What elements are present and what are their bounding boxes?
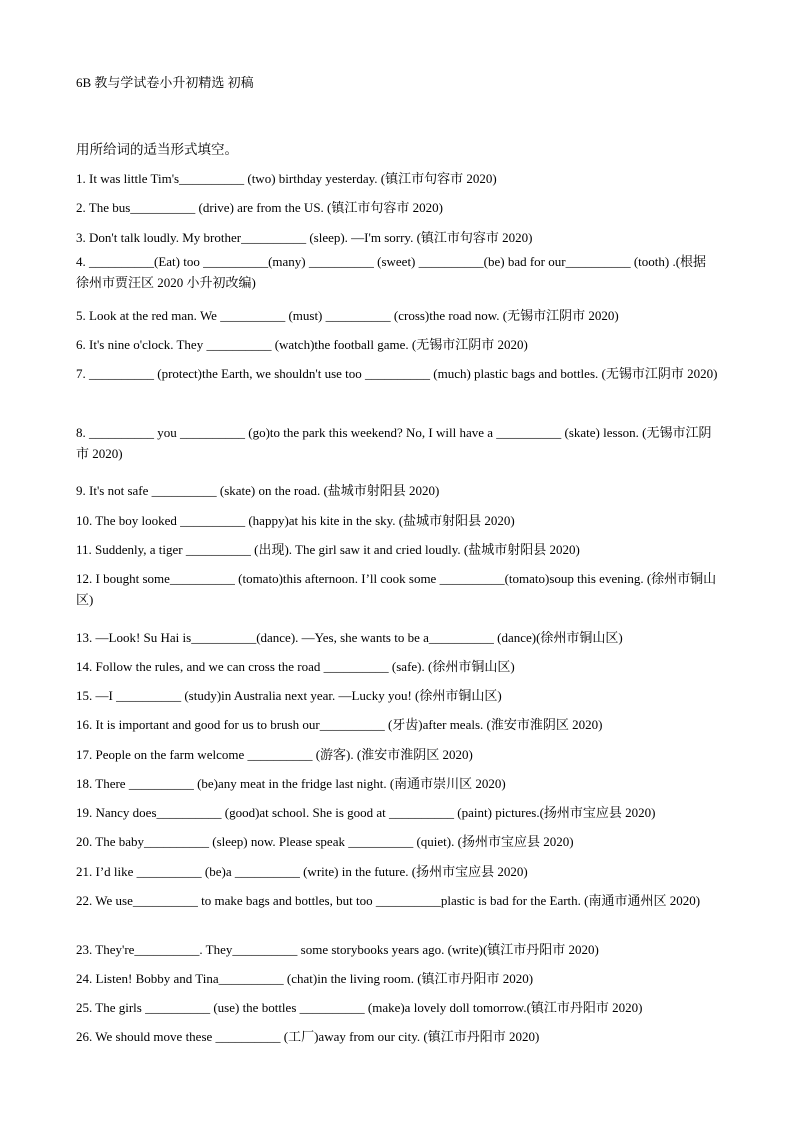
question-8: 8. __________ you __________ (go)to the park this weekend? No, I will have a __________ (skate) lesson. (无锡市江阴市 2020) <box>76 425 712 461</box>
question-18: 18. There __________ (be)any meat in the fridge last night. (南通市崇川区 2020) <box>76 776 506 791</box>
question-23: 23. They're__________. They__________ some storybooks years ago. (write)(镇江市丹阳市 2020) <box>76 942 599 957</box>
question-11: 11. Suddenly, a tiger __________ (出现). The girl saw it and cried loudly. (盐城市射阳县 2020) <box>76 542 580 557</box>
question-14: 14. Follow the rules, and we can cross the road __________ (safe). (徐州市铜山区) <box>76 659 515 674</box>
question-22: 22. We use__________ to make bags and bottles, but too __________plastic is bad for the Earth. (南通市通州区 2020) <box>76 893 701 908</box>
question-7: 7. __________ (protect)the Earth, we shouldn't use too __________ (much) plastic bags and bottles. (无锡市江阴市 2020) <box>76 366 718 381</box>
question-5: 5. Look at the red man. We __________ (must) __________ (cross)the road now. (无锡市江阴市 2020) <box>76 308 619 323</box>
question-12: 12. I bought some__________ (tomato)this afternoon. I’ll cook some __________(tomato)soup this evening. (徐州市铜山区) <box>76 571 717 607</box>
question-21: 21. I’d like __________ (be)a __________ (write) in the future. (扬州市宝应县 2020) <box>76 864 528 879</box>
question-1: 1. It was little Tim's__________ (two) birthday yesterday. (镇江市句容市 2020) <box>76 171 497 186</box>
question-16: 16. It is important and good for us to brush our__________ (牙齿)after meals. (淮安市淮阴区 2020) <box>76 717 603 732</box>
question-25: 25. The girls __________ (use) the bottles __________ (make)a lovely doll tomorrow.(镇江市丹阳市 2020) <box>76 1000 643 1015</box>
instruction-text: 用所给词的适当形式填空。 <box>76 142 238 157</box>
question-6: 6. It's nine o'clock. They __________ (watch)the football game. (无锡市江阴市 2020) <box>76 337 528 352</box>
question-19: 19. Nancy does__________ (good)at school. She is good at __________ (paint) pictures.(扬州市宝应县 2020) <box>76 805 656 820</box>
question-17: 17. People on the farm welcome __________ (游客). (淮安市淮阴区 2020) <box>76 747 473 762</box>
question-10: 10. The boy looked __________ (happy)at his kite in the sky. (盐城市射阳县 2020) <box>76 513 515 528</box>
question-26: 26. We should move these __________ (工厂)away from our city. (镇江市丹阳市 2020) <box>76 1029 540 1044</box>
question-24: 24. Listen! Bobby and Tina__________ (chat)in the living room. (镇江市丹阳市 2020) <box>76 971 534 986</box>
question-15: 15. —I __________ (study)in Australia next year. —Lucky you! (徐州市铜山区) <box>76 688 502 703</box>
question-2: 2. The bus__________ (drive) are from the US. (镇江市句容市 2020) <box>76 200 443 215</box>
question-9: 9. It's not safe __________ (skate) on the road. (盐城市射阳县 2020) <box>76 483 440 498</box>
question-13: 13. —Look! Su Hai is__________(dance). —Yes, she wants to be a__________ (dance)(徐州市铜山区) <box>76 630 623 645</box>
question-20: 20. The baby__________ (sleep) now. Please speak __________ (quiet). (扬州市宝应县 2020) <box>76 834 574 849</box>
question-3: 3. Don't talk loudly. My brother__________ (sleep). —I'm sorry. (镇江市句容市 2020) <box>76 230 533 245</box>
question-4: 4. __________(Eat) too __________(many) __________ (sweet) __________(be) bad for our__________ (tooth) .(根据徐州市贾汪区 2020 小升初改编) <box>76 254 707 290</box>
document-header: 6B 教与学试卷小升初精选 初稿 <box>76 75 254 90</box>
